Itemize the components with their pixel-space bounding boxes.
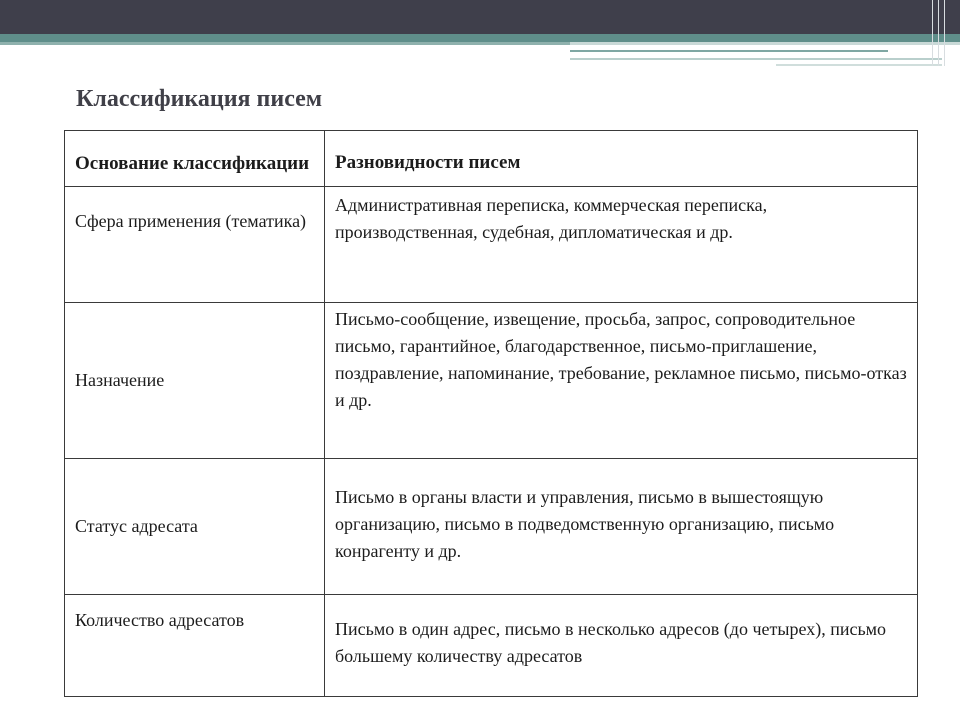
- table-cell-basis: Количество адресатов: [65, 595, 325, 697]
- table-row: [65, 303, 918, 459]
- table-cell-basis: Сфера применения (тематика): [65, 187, 325, 303]
- header-accent-line-3: [570, 58, 942, 60]
- header-decor-line: [944, 0, 945, 66]
- table-row: [65, 187, 918, 303]
- header-accent-line-2: [570, 50, 888, 52]
- header-accent-line-4: [776, 64, 942, 66]
- header-decor-line: [938, 0, 939, 66]
- table-cell-kinds: Письмо-сообщение, извещение, просьба, запрос, сопроводительное письмо, гарантийное, благодарственное, письмо-приглашение, поздравление, напоминание, требование, рекламное письмо, письмо-отказ и др.: [325, 303, 918, 459]
- header-accent-line: [0, 42, 570, 45]
- table-row: [65, 595, 918, 697]
- page-title: Классификация писем: [76, 86, 323, 112]
- header-accent-step: [570, 42, 960, 64]
- table-cell-kinds: Административная переписка, коммерческая переписка, производственная, судебная, дипломатическая и др.: [325, 187, 918, 303]
- table-row: [65, 459, 918, 595]
- table-cell-basis: Назначение: [65, 303, 325, 459]
- table-cell-kinds: Письмо в органы власти и управления, письмо в вышестоящую организацию, письмо в подведомственную организацию, письмо конрагенту и др.: [325, 459, 918, 595]
- header-accent-stripe: [0, 34, 960, 42]
- header-decor-line: [932, 0, 933, 66]
- table-header-row: [65, 131, 918, 187]
- column-header-basis: Основание классификации: [65, 131, 325, 187]
- column-header-kinds: Разновидности писем: [325, 131, 918, 187]
- table-cell-basis: Статус адресата: [65, 459, 325, 595]
- table-cell-kinds: Письмо в один адрес, письмо в несколько адресов (до четырех), письмо большему количеству адресатов: [325, 595, 918, 697]
- classification-table: [64, 130, 918, 697]
- header-band: [0, 0, 960, 34]
